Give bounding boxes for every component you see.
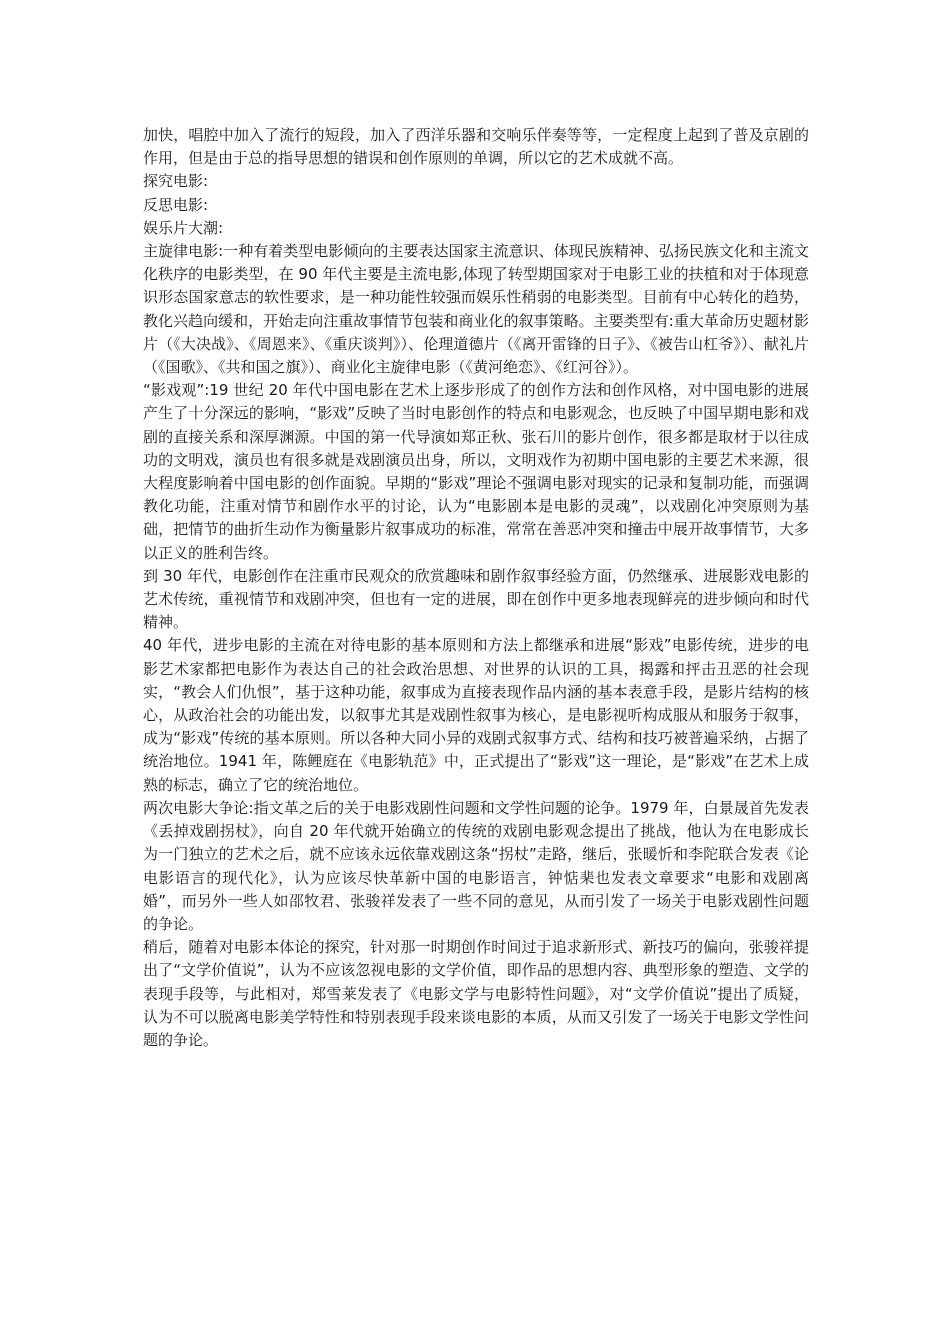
- paragraph-1940s: 40 年代，进步电影的主流在对待电影的基本原则和方法上都继承和进展“影戏”电影传统，进步的电影艺术家都把电影作为表达自己的社会政治思想、对世界的认识的工具，揭露和抨击丑恶的社会现实，“教会人们仇恨”，基于这种功能，叙事成为直接表现作品内涵的基本表意手段，是影片结构的核心，从政治社会的功能出发，以叙事尤其是戏剧性叙事为核心，是电影视听构成服从和服务于叙事，成为“影戏”传统的基本原则。所以各种大同小异的戏剧式叙事方式、结构和技巧被普遍采纳，占据了统治地位。1941 年，陈鲤庭在《电影轨范》中，正式提出了“影戏”这一理论，是“影戏”在艺术上成熟的标志，确立了它的统治地位。: [143, 636, 809, 794]
- paragraph-yingxi-theory: “影戏观”:19 世纪 20 年代中国电影在艺术上逐步形成了的创作方法和创作风格，对中国电影的进展产生了十分深远的影响，“影戏”反映了当时电影创作的特点和电影观念，也反映了中国早期电影和戏剧的直接关系和深厚渊源。中国的第一代导演如郑正秋、张石川的影片创作，很多都是取材于以往成功的文明戏，演员也有很多就是戏剧演员出身，所以，文明戏作为初期中国电影的主要艺术来源，很大程度影响着中国电影的创作面貌。早期的“影戏”理论不强调电影对现实的记录和复制功能，而强调教化功能，注重对情节和剧作水平的讨论，认为“电影剧本是电影的灵魂”，以戏剧化冲突原则为基础，把情节的曲折生动作为衡量影片叙事成功的标准，常常在善恶冲突和撞击中展开故事情节，大多以正义的胜利告终。: [143, 381, 809, 562]
- heading-entertainment-wave: 娱乐片大潮:: [143, 218, 224, 237]
- heading-exploration-film: 探究电影:: [143, 172, 209, 191]
- heading-reflection-film: 反思电影:: [143, 195, 209, 214]
- paragraph-literary-value-debate: 稍后，随着对电影本体论的探究，针对那一时期创作时间过于追求新形式、新技巧的偏向，张骏祥提出了“文学价值说”，认为不应该忽视电影的文学价值，即作品的思想内容、典型形象的塑造、文学的表现手段等，与此相对，郑雪莱发表了《电影文学与电影特性问题》，对“文学价值说”提出了质疑，认为不可以脱离电影美学特性和特别表现手段来谈电影的本质，从而又引发了一场关于电影文学性问题的争论。: [143, 938, 809, 1049]
- paragraph-1930s: 到 30 年代，电影创作在注重市民观众的欣赏趣味和剧作叙事经验方面，仍然继承、进展影戏电影的艺术传统，重视情节和戏剧冲突，但也有一定的进展，即在创作中更多地表现鲜亮的进步倾向和时代精神。: [143, 566, 809, 632]
- paragraph-main-melody-film: 主旋律电影:一种有着类型电影倾向的主要表达国家主流意识、体现民族精神、弘扬民族文化和主流文化秩序的电影类型，在 90 年代主要是主流电影,体现了转型期国家对于电影工业的扶植和对于体现意识形态国家意志的软性要求，是一种功能性较强而娱乐性稍弱的电影类型。目前有中心转化的趋势，教化兴趋向缓和，开始走向注重故事情节包装和商业化的叙事策略。主要类型有:重大革命历史题材影片（《大决战》、《周恩来》、《重庆谈判》）、伦理道德片（《离开雷锋的日子》、《被告山杠爷》）、献礼片（《国歌》、《共和国之旗》）、商业化主旋律电影（《黄河绝恋》、《红河谷》）。: [143, 242, 809, 377]
- document-body: [143, 124, 809, 1052]
- paragraph-two-debates: 两次电影大争论:指文革之后的关于电影戏剧性问题和文学性问题的论争。1979 年，白景晟首先发表《丢掉戏剧拐杖》，向自 20 年代就开始确立的传统的戏剧电影观念提出了挑战，他认为在电影成长为一门独立的艺术之后，就不应该永远依靠戏剧这条“拐杖”走路，继后，张暖忻和李陀联合发表《论电影语言的现代化》，认为应该尽快革新中国的电影语言，钟惦棐也发表文章要求“电影和戏剧离婚”，而另外一些人如邵牧君、张骏祥发表了一些不同的意见，从而引发了一场关于电影戏剧性问题的争论。: [143, 798, 809, 933]
- paragraph-peking-opera-continuation: 加快，唱腔中加入了流行的短段，加入了西洋乐器和交响乐伴奏等等，一定程度上起到了普及京剧的作用，但是由于总的指导思想的错误和创作原则的单调，所以它的艺术成就不高。: [143, 126, 809, 168]
